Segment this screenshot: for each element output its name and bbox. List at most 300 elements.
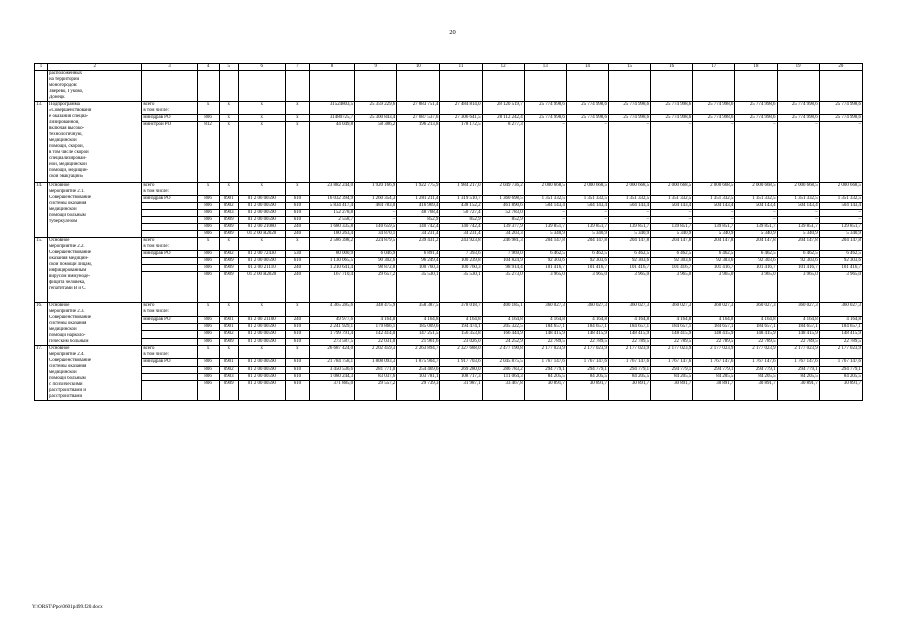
amount-cell: 294 779,1 [735,366,777,373]
empty-cell [482,71,524,102]
table-row [35,122,863,183]
amount-cell: 294 779,1 [608,366,650,373]
executor-cell [142,231,197,238]
row-number-cell: 13. [35,102,48,183]
amount-cell: 148 415,9 [819,331,862,338]
code-cell-c6: х [238,122,285,183]
amount-cell: 25 774 998,6 [524,102,566,115]
amount-cell: 23 882 244,0 [309,183,354,196]
table-row [35,217,863,224]
amount-cell: 3 965,0 [777,272,819,303]
amount-cell: 31480725,7 [309,115,354,122]
amount-cell: 139 851,7 [608,224,650,231]
executor-cell [142,238,197,251]
amount-cell: 1 130 065,5 [309,258,354,265]
code-cell-c7: 610 [285,338,309,345]
executor-text-2: в том числе: [143,244,169,249]
executor-cell [142,251,197,258]
amount-cell: 29 557,2 [355,381,397,401]
code-cell-c4: 806 [197,331,219,338]
code-cell-c5: х [219,102,238,115]
executor-text: всего [143,238,155,243]
executor-text-2: в том числе: [143,189,169,194]
code-cell-c6: 01 2 00 72430 [238,251,285,258]
program-name-line: помощи нарколо- [49,333,86,338]
empty-cell [566,71,608,102]
amount-cell: 101 416,7 [819,265,862,272]
code-cell-c6: 01 2 00 00590 [238,323,285,330]
code-cell-c6: 01 2 00 00590 [238,381,285,401]
amount-cell: 148 415,9 [777,331,819,338]
code-cell-c6: 01 2 00 00590 [238,359,285,366]
empty-cell [777,71,819,102]
program-name-line: гепатитами В и С [49,286,86,291]
column-number-cell: 12 [482,64,524,71]
code-cell-c6: х [238,115,285,122]
amount-cell: 1 767 147,6 [651,359,693,366]
amount-cell: 92 303,6 [524,258,566,265]
table-row [35,203,863,210]
amount-cell: 504 143,4 [819,203,862,210]
code-cell-c5: 0909 [219,231,238,238]
amount-cell: – [608,210,650,217]
code-cell-c5: х [219,303,238,317]
executor-cell [142,203,197,210]
executor-text: минздрав РО [143,359,171,365]
amount-cell: 416 969,4 [397,203,440,210]
program-name-line: Основное [49,183,70,188]
amount-cell: 84 205,5 [819,373,862,380]
amount-cell: 33 467,8 [482,381,524,401]
amount-cell: 22 789,5 [735,338,777,345]
amount-cell: 25 774 998,6 [735,115,777,122]
empty-cell [142,71,197,102]
amount-cell: 4 164,8 [693,316,735,323]
amount-cell: 2 000 668,5 [608,183,650,196]
amount-cell: 22 789,5 [524,338,566,345]
table-row [35,272,863,303]
amount-cell: 3 965,0 [651,272,693,303]
amount-cell: 1 922 775,9 [397,183,440,196]
amount-cell: – [819,122,862,183]
amount-cell: 360 027,3 [608,303,650,317]
amount-cell: – [524,217,566,224]
code-cell-c7: 610 [285,323,309,330]
amount-cell: 7 393,6 [440,251,482,258]
amount-cell: 6 462,5 [651,251,693,258]
amount-cell: 142 414,0 [355,331,397,338]
amount-cell: 294 779,1 [693,366,735,373]
code-cell-c5: х [219,115,238,122]
amount-cell: 28 112 242,4 [482,115,524,122]
amount-cell: 1 767 147,6 [735,359,777,366]
code-cell-c7: х [285,122,309,183]
amount-cell: 2 558,7 [309,217,354,224]
amount-cell: 3 450 536,6 [309,366,354,373]
amount-cell: 2 000 668,5 [524,183,566,196]
code-cell-c6: 01 2 00 R2020 [238,231,285,238]
program-name-line: туберкулезом [49,219,78,224]
amount-cell: 1 920 166,9 [355,183,397,196]
amount-cell: 1 319 510,7 [440,196,482,203]
code-cell-c4: х [197,238,219,251]
amount-cell: – [651,122,693,183]
program-name-line: мероприятие 2.1. [49,189,85,194]
amount-cell: 504 143,4 [777,203,819,210]
executor-cell [142,331,197,338]
amount-cell: 25 774 998,6 [693,102,735,115]
column-number-cell: 14 [566,64,608,71]
program-name-cell [48,303,142,346]
amount-cell: 286 783,2 [482,366,524,373]
amount-cell: 1 917 703,6 [440,359,482,366]
code-cell-c4: 806 [197,203,219,210]
amount-cell: 22 789,5 [777,338,819,345]
amount-cell: 98 914,4 [482,265,524,272]
executor-cell [142,303,197,317]
amount-cell: 30 891,7 [735,381,777,401]
amount-cell: 6 462,5 [524,251,566,258]
table-row [35,316,863,323]
amount-cell: – [735,122,777,183]
amount-cell: 1 799 791,4 [309,331,354,338]
table-row [35,265,863,272]
program-name-cell [48,102,142,183]
amount-cell: 140 742,4 [440,224,482,231]
amount-cell: 1 080 244,3 [309,373,354,380]
amount-cell: 358 387,5 [397,303,440,317]
table-row [35,366,863,373]
table-row [35,71,863,102]
amount-cell: 22 789,5 [819,338,862,345]
amount-cell: 204 147,8 [566,238,608,251]
amount-cell: 461 890,6 [482,203,524,210]
executor-text [143,324,195,330]
table-row [35,115,863,122]
amount-cell: 1 360 698,5 [482,196,524,203]
program-name-line: Зверево, Гуково, [49,89,84,94]
file-path-footer: Y:\ORST\Ppo\0601p499.f20.docx [32,604,103,610]
table-row [35,102,863,115]
executor-text [143,272,195,278]
code-cell-c4: 806 [197,217,219,224]
amount-cell: 152 278,8 [309,210,354,217]
code-cell-c4: 806 [197,316,219,323]
amount-cell: 294 779,1 [777,366,819,373]
amount-cell: 101 416,7 [693,265,735,272]
amount-cell: 2 000 668,5 [735,183,777,196]
code-cell-c7: х [285,115,309,122]
code-cell-c5: х [219,122,238,183]
amount-cell: 184 657,1 [608,323,650,330]
amount-cell: 25 774 998,6 [566,115,608,122]
amount-cell: 30 891,7 [819,381,862,401]
code-cell-c6: 01 2 00 21080 [238,224,285,231]
amount-cell: 6 462,5 [693,251,735,258]
amount-cell: 196 213,8 [397,122,440,183]
amount-cell: 184 657,1 [524,323,566,330]
amount-cell: 3 965,0 [524,272,566,303]
amount-cell: 25 774 998,6 [608,115,650,122]
amount-cell: 204 147,8 [777,238,819,251]
row-number-cell: 14. [35,183,48,238]
amount-cell: 22 789,5 [608,338,650,345]
executor-text: минздрав РО [143,115,171,120]
executor-cell [142,102,197,115]
code-cell-c7: 610 [285,258,309,265]
code-cell-c6: х [238,346,285,359]
code-cell-c5: 0901 [219,359,238,366]
amount-cell: 98 872,8 [355,265,397,272]
amount-cell: 34 231,4 [440,231,482,238]
code-cell-c6: 01 2 00 00590 [238,196,285,203]
empty-cell [651,71,693,102]
program-name-line: технологичную, [49,132,83,137]
amount-cell: 184 657,1 [777,323,819,330]
amount-cell: 2 177 023,9 [608,346,650,359]
amount-cell: 294 779,1 [524,366,566,373]
program-name-cell [48,238,142,303]
amount-cell: 2 045 875,5 [482,359,524,366]
amount-cell: 484 783,0 [355,203,397,210]
amount-cell: – [777,210,819,217]
amount-cell: 30 891,7 [524,381,566,401]
executor-text: минздрав РО [143,196,171,201]
amount-cell: 348 475,9 [355,303,397,317]
code-cell-c6: 01 2 00 00590 [238,258,285,265]
row-number-cell: 17. [35,346,48,401]
amount-cell: 25 774 998,6 [566,102,608,115]
amount-cell: 1 767 147,6 [819,359,862,366]
code-cell-c6: х [238,183,285,196]
code-cell-c7: 610 [285,381,309,401]
code-cell-c6: 01 2 00 00590 [238,366,285,373]
amount-cell: 30 891,7 [651,381,693,401]
code-cell-c5: 0901 [219,196,238,203]
amount-cell: 2 000 668,5 [566,183,608,196]
amount-cell: 25 300 843,4 [355,115,397,122]
program-name-line: фицита человека, [49,280,86,285]
code-cell-c5: 0901 [219,316,238,323]
amount-cell: 25 774 998,6 [735,102,777,115]
amount-cell: 243 923,8 [440,238,482,251]
amount-cell: 504 143,4 [651,203,693,210]
executor-cell [142,338,197,345]
amount-cell: 108 717,3 [440,373,482,380]
amount-cell: – [735,210,777,217]
amount-cell: – [693,210,735,217]
amount-cell: 25 774 998,6 [651,115,693,122]
amount-cell: 504 143,4 [524,203,566,210]
amount-cell: – [819,210,862,217]
column-number-cell: 15 [608,64,650,71]
code-cell-c4: 812 [197,122,219,183]
code-cell-c7: 610 [285,210,309,217]
amount-cell: 4 164,8 [566,316,608,323]
code-cell-c5: х [219,346,238,359]
amount-cell: 2 000 668,5 [651,183,693,196]
amount-cell: 1 351 332,5 [608,196,650,203]
amount-cell: 100 760,3 [440,265,482,272]
amount-cell: 148 415,9 [524,331,566,338]
executor-cell [142,316,197,323]
empty-cell [735,71,777,102]
program-name-line: включая высоко- [49,126,85,131]
amount-cell: 156 353,8 [440,331,482,338]
amount-cell: – [693,217,735,224]
amount-cell: 4 164,8 [440,316,482,323]
amount-cell: 2 049 736,2 [482,183,524,196]
amount-cell: 139 851,7 [735,224,777,231]
code-cell-c4: 806 [197,373,219,380]
amount-cell: 2 263 894,7 [397,346,440,359]
amount-cell: 27 306 641,5 [440,115,482,122]
program-name-line: медицинской [49,370,77,375]
amount-cell: 2 177 023,9 [777,346,819,359]
amount-cell: 178 172,5 [440,122,482,183]
amount-cell: 167 710,4 [309,272,354,303]
table-row [35,373,863,380]
amount-cell: 204 147,8 [819,238,862,251]
amount-cell: 4 164,8 [777,316,819,323]
amount-cell: 22 789,5 [566,338,608,345]
amount-cell: 140 742,4 [397,224,440,231]
amount-cell: 6 462,5 [608,251,650,258]
program-name-line: помощи больным [49,213,86,218]
amount-cell: 139 851,7 [566,224,608,231]
amount-cell: 44 049,8 [309,122,354,183]
code-cell-c5: 0902 [219,331,238,338]
executor-cell [142,272,197,303]
program-name-line: Совершенствование [49,195,92,200]
amount-cell: 246 981,3 [482,238,524,251]
amount-cell: 294 779,1 [819,366,862,373]
code-cell-c4: 806 [197,115,219,122]
amount-cell: 84 205,5 [651,373,693,380]
amount-cell: 22 789,5 [693,338,735,345]
code-cell-c7: 240 [285,272,309,303]
code-cell-c7: х [285,303,309,317]
program-name-line: гическим больным [49,339,89,344]
amount-cell: 1 351 332,5 [735,196,777,203]
code-cell-c7: 240 [285,316,309,323]
amount-cell: 16 032 394,9 [309,196,354,203]
executor-cell [142,373,197,380]
program-name-line: ской эвакуации» [49,174,84,179]
amount-cell: 184 657,1 [819,323,862,330]
code-cell-c5: 0909 [219,265,238,272]
amount-cell: 27 484 814,0 [440,102,482,115]
amount-cell: 204 147,8 [651,238,693,251]
amount-cell: 29 657,2 [355,272,397,303]
amount-cell: 2 177 023,9 [524,346,566,359]
empty-cell [355,71,397,102]
program-name-line: мероприятие 2.2. [49,244,85,249]
amount-cell: – [566,217,608,224]
row-number-cell: 15. [35,238,48,303]
amount-cell: 360 027,3 [693,303,735,317]
amount-cell: 224 879,5 [355,238,397,251]
amount-cell: 147 251,5 [397,331,440,338]
program-name-line: в том числе скорой [49,150,89,155]
amount-cell: 1 767 147,6 [608,359,650,366]
amount-cell: 101 416,7 [524,265,566,272]
amount-cell: 504 143,4 [735,203,777,210]
program-name-line: ной, медицинской [49,162,87,167]
amount-cell: 294 779,1 [566,366,608,373]
amount-cell: 504 143,4 [566,203,608,210]
code-cell-c7: 240 [285,224,309,231]
amount-cell: – [566,122,608,183]
code-cell-c4: х [197,303,219,317]
amount-cell: – [524,122,566,183]
amount-cell: 360 027,3 [524,303,566,317]
amount-cell: – [608,217,650,224]
executor-cell [142,210,197,217]
amount-cell: 92 303,6 [566,258,608,265]
amount-cell: 2 000 668,5 [693,183,735,196]
row-number-cell [35,71,48,102]
executor-text: всего [143,102,155,107]
code-cell-c5: 0909 [219,381,238,401]
amount-cell: 6 462,5 [735,251,777,258]
executor-text [143,224,195,230]
code-cell-c6: х [238,238,285,251]
amount-cell: 139 851,7 [819,224,862,231]
amount-cell: 254 469,6 [397,366,440,373]
table-row [35,338,863,345]
table-row [35,303,863,317]
amount-cell: 852,9 [482,217,524,224]
program-name-line: помощи больным [49,376,86,381]
table-row [35,331,863,338]
table-row [35,231,863,238]
code-cell-c6: 01 2 00 00590 [238,331,285,338]
amount-cell: 84 205,5 [735,373,777,380]
amount-cell: 294 779,1 [651,366,693,373]
executor-text: минздрав РО [143,316,171,322]
column-number-cell: 11 [440,64,482,71]
code-cell-c7: 240 [285,265,309,272]
program-name-line: Совершенствование [49,358,92,363]
code-cell-c6: 01 2 00 21110 [238,265,285,272]
code-cell-c4: 806 [197,359,219,366]
amount-cell: 139 851,7 [693,224,735,231]
table-row [35,224,863,231]
code-cell-c4: 806 [197,323,219,330]
executor-cell [142,217,197,224]
amount-cell: 25 774 998,6 [651,102,693,115]
amount-cell: 184 657,1 [735,323,777,330]
code-cell-c5: 0909 [219,272,238,303]
amount-cell: 92 303,6 [693,258,735,265]
amount-cell: 101 416,7 [608,265,650,272]
executor-text [143,231,195,237]
program-name-line: лизированной, [49,120,80,125]
amount-cell: 50 727,4 [440,210,482,217]
executor-text: минстрой РО [143,122,172,127]
amount-cell: 2 177 023,9 [735,346,777,359]
executor-text [143,331,195,337]
program-name-line: Донецк [49,95,65,100]
amount-cell: 35 530,1 [397,272,440,303]
table-row [35,196,863,203]
amount-cell: 4 365 285,6 [309,303,354,317]
amount-cell: 281 771,0 [355,366,397,373]
amount-cell: 360 027,3 [566,303,608,317]
amount-cell: 2 177 023,9 [819,346,862,359]
column-number-cell: 16 [651,64,693,71]
